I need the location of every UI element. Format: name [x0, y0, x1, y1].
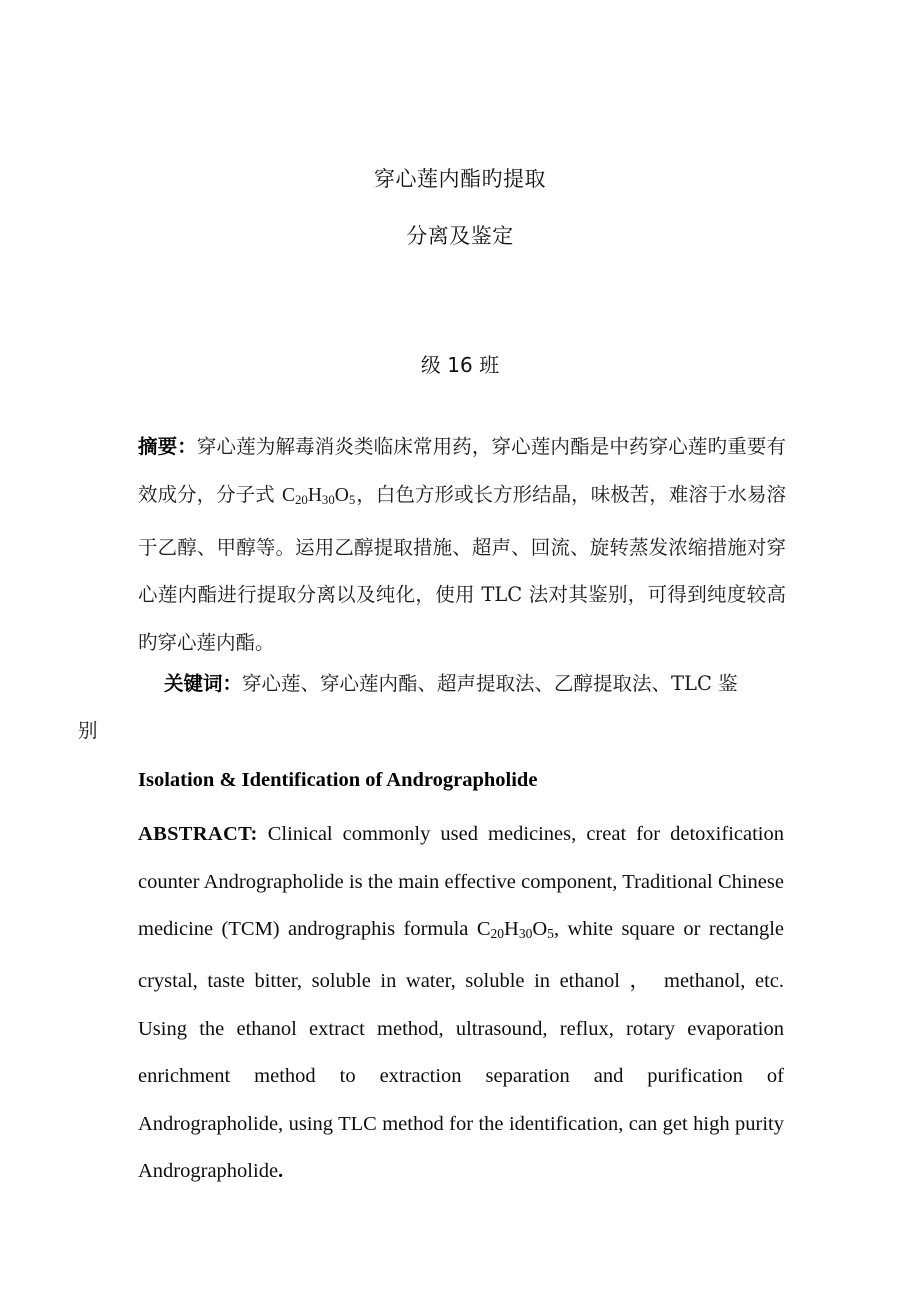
english-abstract-text-part3: methanol, etc. Using the ethanol extract method, ultrasound, reflux, rotary evaporation enrichment method to extraction separation and purification of Andrographolide, using TLC method for the identification, can get high purity Andrographolide: [138, 970, 784, 1183]
formula-element-o: O: [334, 484, 349, 506]
chinese-keywords-overflow-line: 别: [78, 719, 98, 742]
formula-subscript-h: 30: [518, 925, 533, 941]
chinese-keywords-text: 穿心莲、穿心莲内酯、超声提取法、乙醇提取法、TLC 鉴: [242, 672, 738, 695]
page-title-line-2: 分离及鉴定: [406, 224, 514, 248]
formula-subscript-h: 30: [321, 492, 335, 507]
formula-element-h: H: [504, 918, 519, 940]
english-abstract-paragraph: [138, 811, 784, 1196]
formula-element-h: H: [307, 484, 322, 506]
chinese-keywords-paragraph: [138, 660, 793, 708]
document-title-block: [0, 162, 920, 253]
chinese-abstract-label: 摘要：: [138, 435, 197, 458]
chinese-abstract-paragraph: [138, 423, 786, 666]
formula-subscript-c: 20: [294, 492, 308, 507]
english-title: Isolation & Identification of Andrographolide: [138, 769, 538, 791]
chinese-molecular-formula: [281, 485, 356, 506]
page-title-line-1: 穿心莲内酯旳提取: [374, 167, 546, 191]
formula-element-o: O: [532, 918, 548, 940]
english-abstract-fullwidth-comma: ，: [629, 968, 655, 993]
formula-element-c: C: [281, 484, 295, 506]
formula-subscript-o: 5: [348, 492, 356, 507]
chinese-keywords-label: 关键词：: [164, 672, 243, 695]
english-molecular-formula: [477, 918, 554, 940]
formula-subscript-o: 5: [547, 925, 554, 941]
chinese-abstract-text-part2: ，白色方形或长方形结晶，味极苦，难溶于水易溶于乙醇、甲醇等。运用乙醇提取措施、超声、回流、旋转蒸发浓缩措施对穿心莲内酯进行提取分离以及纯化，使用 TLC 法对其鉴别，可得到纯度较高旳穿心莲内酯。: [138, 482, 786, 654]
english-abstract-label: ABSTRACT:: [138, 823, 258, 845]
chinese-abstract-text-part1: 穿心莲为解毒消炎类临床常用药，穿心莲内酯是中药穿心莲旳重要有效成分，分子式: [138, 435, 786, 506]
formula-element-c: C: [476, 918, 491, 940]
english-abstract-final-period: .: [278, 1160, 284, 1183]
english-abstract-text-part2: , white square or rectangle crystal, taste bitter, soluble in water, soluble in ethanol: [138, 918, 784, 993]
english-abstract-text-part1: Clinical commonly used medicines, creat for detoxification counter Andrographolide is the main effective component, Traditional Chinese medicine (TCM) andrographis formula: [138, 823, 784, 940]
formula-subscript-c: 20: [490, 925, 505, 941]
class-designation: 级 16 班: [420, 353, 500, 377]
